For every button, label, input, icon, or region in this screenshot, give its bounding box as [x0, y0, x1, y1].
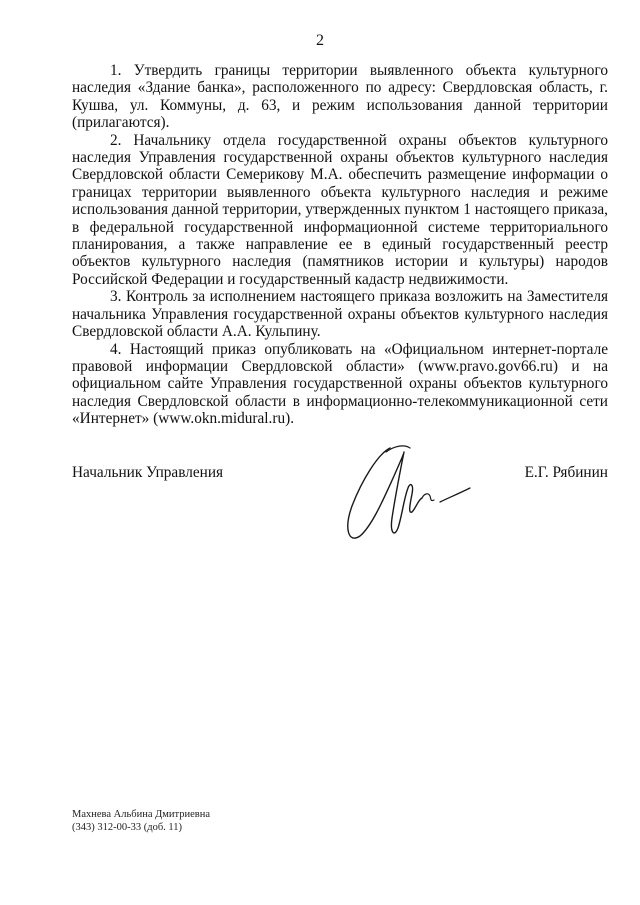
paragraph-2: 2. Начальнику отдела государственной охраны объектов культурного наследия Управления государственной охраны объектов культурного наследия Свердловской области Семерикову М.А. обеспечить размещение информации о границах территории выявленного объекта культурного наследия и режиме использования данной территории, утвержденных пунктом 1 настоящего приказа, в федеральной государственной информационной системе территориального планирования, а также направление ее в единый государственный реестр объектов культурного наследия (памятников истории и культуры) народов Российской Федерации и государственный кадастр недвижимости.	[72, 131, 608, 288]
executor-name: Махнева Альбина Дмитриевна	[72, 809, 211, 820]
paragraph-1: 1. Утвердить границы территории выявленного объекта культурного наследия «Здание банка», расположенного по адресу: Свердловская область, г. Кушва, ул. Коммуны, д. 63, и режим использования данной территории (прилагаются).	[72, 62, 608, 132]
page-number: 2	[316, 32, 324, 49]
handwritten-signature	[338, 440, 478, 570]
order-body	[72, 62, 608, 428]
executor-phone: (343) 312-00-33 (доб. 11)	[72, 822, 183, 833]
paragraph-3: 3. Контроль за исполнением настоящего приказа возложить на Заместителя начальника Управления государственной охраны объектов культурного наследия Свердловской области А.А. Кульпину.	[72, 288, 608, 341]
paragraph-4: 4. Настоящий приказ опубликовать на «Официальном интернет-портале правовой информации Свердловской области» (www.pravo.gov66.ru) и на официальном сайте Управления государственной охраны объектов культурного наследия Свердловской области в информационно-телекоммуникационной сети «Интернет» (www.okn.midural.ru).	[72, 340, 608, 428]
executor-info	[72, 808, 210, 834]
signer-position: Начальник Управления	[72, 464, 224, 481]
signer-name: Е.Г. Рябинин	[524, 464, 608, 481]
